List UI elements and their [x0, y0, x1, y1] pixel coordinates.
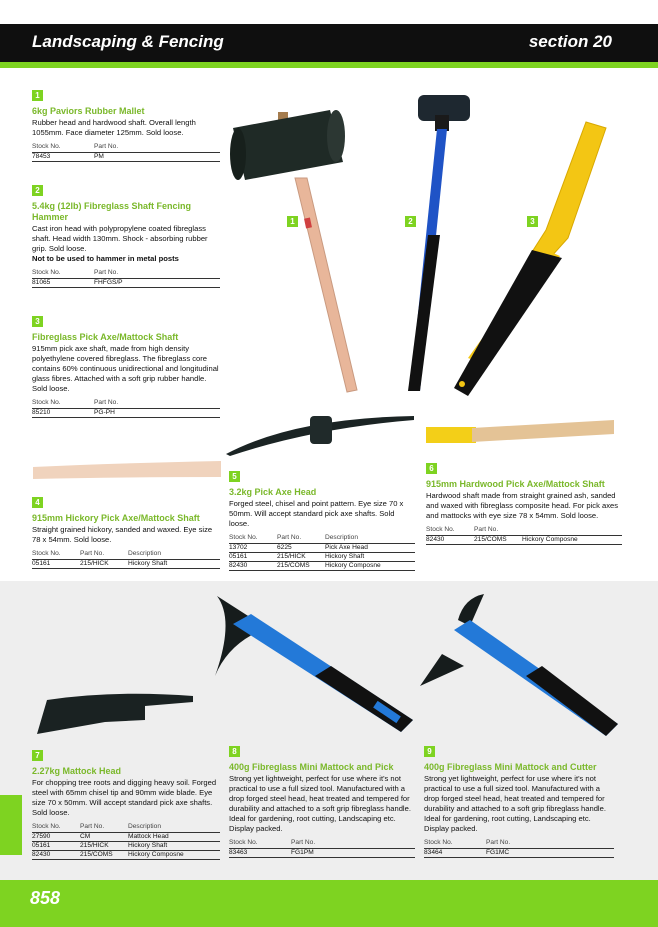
page-title: Landscaping & Fencing: [32, 32, 224, 51]
product-number: 2: [32, 185, 43, 196]
stock-header: Stock No.: [32, 550, 80, 560]
fibreglass-shaft-image: [450, 118, 620, 403]
product-5: [229, 466, 415, 571]
stock-no: 85210: [32, 409, 94, 418]
row-description: Pick Axe Head: [325, 544, 415, 553]
part-header: Part No.: [94, 143, 220, 153]
hickory-shaft-image: [33, 459, 223, 483]
row-description: Hickory Composne: [128, 851, 220, 860]
stock-no: 81065: [32, 279, 94, 288]
part-no: 215/HICK: [80, 560, 128, 569]
stock-no: 78453: [32, 153, 94, 162]
product-number: 8: [229, 746, 240, 757]
stock-no: 05161: [32, 842, 80, 851]
image-label-2: 2: [405, 216, 416, 227]
stock-no: 83463: [229, 849, 291, 858]
part-no: PG-PH: [94, 409, 220, 418]
product-description: For chopping tree roots and digging heavy soil. Forged steel with 65mm chisel tip and 90mm wide blade. Eye size 70 x 50mm. Will accept standard pick axe shafts. Sold loose.: [32, 778, 217, 817]
row-description: Hickory Shaft: [128, 560, 220, 569]
product-number: 1: [32, 90, 43, 101]
product-title: 915mm Hardwood Pick Axe/Mattock Shaft: [426, 479, 605, 489]
table-row: [229, 544, 415, 553]
table-row: [32, 833, 220, 842]
stock-no: 13702: [229, 544, 277, 553]
section-label: section 20: [528, 32, 612, 51]
stock-header: Stock No.: [229, 534, 277, 544]
row-description: Hickory Composne: [325, 562, 415, 571]
part-header: Part No.: [291, 839, 415, 849]
part-no: CM: [80, 833, 128, 842]
product-description: Strong yet lightweight, perfect for use where it's not practical to use a full sized tool. Manufactured with a drop forged steel head, heat treated and tempered for durability and attached to a soft grip fibreglass handle. Ideal for gardening, root cutting, Landscaping etc. Display packed.: [424, 774, 606, 833]
product-description: Hardwood shaft made from straight grained ash, sanded and waxed with fibreglass composite head. For pick axes and mattocks with eye size 78 x 54mm. Sold loose.: [426, 491, 619, 520]
image-label-3: 3: [527, 216, 538, 227]
side-tab: [0, 795, 22, 855]
page-header: [0, 24, 658, 62]
part-no: FG1PM: [291, 849, 415, 858]
table-row: [32, 409, 220, 418]
table-row: [229, 553, 415, 562]
part-header: Part No.: [277, 534, 325, 544]
mini-mattock-pick-image: [205, 590, 420, 740]
part-header: Part No.: [94, 269, 220, 279]
table-row: [32, 279, 220, 288]
hardwood-shaft-image: [426, 418, 616, 448]
product-2: [32, 180, 220, 288]
row-description: Mattock Head: [128, 833, 220, 842]
code-table: [32, 143, 220, 162]
stock-header: Stock No.: [32, 143, 94, 153]
product-number: 6: [426, 463, 437, 474]
part-no: FHFGS/P: [94, 279, 220, 288]
part-no: 6225: [277, 544, 325, 553]
product-note: Not to be used to hammer in metal posts: [32, 254, 179, 263]
product-9: [424, 741, 614, 858]
product-6: [426, 458, 622, 545]
desc-header: Description: [325, 534, 415, 544]
product-4: [32, 492, 220, 569]
part-no: 215/COMS: [277, 562, 325, 571]
stock-no: 05161: [32, 560, 80, 569]
product-title: 2.27kg Mattock Head: [32, 766, 122, 776]
row-description: Hickory Shaft: [128, 842, 220, 851]
stock-header: Stock No.: [229, 839, 291, 849]
part-header: Part No.: [94, 399, 220, 409]
part-no: 215/HICK: [277, 553, 325, 562]
product-7: [32, 745, 220, 860]
table-row: [32, 560, 220, 569]
product-description: Rubber head and hardwood shaft. Overall length 1055mm. Face diameter 125mm. Sold loose.: [32, 118, 196, 137]
stock-no: 05161: [229, 553, 277, 562]
product-number: 3: [32, 316, 43, 327]
table-row: [229, 849, 415, 858]
product-description: Forged steel, chisel and point pattern. Eye size 70 x 50mm. Will accept standard pick axe shafts. Sold loose.: [229, 499, 404, 528]
code-table: [32, 823, 220, 860]
stock-no: 83464: [424, 849, 486, 858]
stock-no: 82430: [229, 562, 277, 571]
part-header: Part No.: [80, 823, 128, 833]
product-title: 6kg Paviors Rubber Mallet: [32, 106, 145, 116]
page-footer: [0, 880, 658, 927]
product-title: 400g Fibreglass Mini Mattock and Pick: [229, 762, 394, 772]
table-row: [426, 536, 622, 545]
stock-header: Stock No.: [32, 823, 80, 833]
desc-header: Description: [128, 823, 220, 833]
accent-bar: [0, 62, 658, 68]
product-number: 5: [229, 471, 240, 482]
product-1: [32, 85, 220, 162]
stock-header: Stock No.: [32, 269, 94, 279]
product-title: 3.2kg Pick Axe Head: [229, 487, 317, 497]
stock-header: Stock No.: [426, 526, 474, 536]
code-table: [229, 839, 415, 858]
part-no: FG1MC: [486, 849, 614, 858]
part-no: 215/COMS: [474, 536, 522, 545]
part-header: Part No.: [486, 839, 614, 849]
part-no: PM: [94, 153, 220, 162]
stock-no: 27590: [32, 833, 80, 842]
product-description: Cast iron head with polypropylene coated fibreglass shaft. Head width 130mm. Shock - absorbing rubber grip. Sold loose.: [32, 224, 208, 253]
table-row: [229, 562, 415, 571]
code-table: [426, 526, 622, 545]
mini-mattock-cutter-image: [418, 590, 623, 740]
code-table: [32, 399, 220, 418]
part-header: Part No.: [474, 526, 522, 536]
image-label-1: 1: [287, 216, 298, 227]
stock-header: Stock No.: [32, 399, 94, 409]
code-table: [32, 550, 220, 569]
product-number: 4: [32, 497, 43, 508]
part-no: 215/COMS: [80, 851, 128, 860]
code-table: [424, 839, 614, 858]
row-description: Hickory Composne: [522, 536, 622, 545]
stock-no: 82430: [426, 536, 474, 545]
table-row: [32, 842, 220, 851]
part-no: 215/HICK: [80, 842, 128, 851]
product-description: 915mm pick axe shaft, made from high density polyethylene covered fibreglass. The fibreglass core contains 60% continuous unidirectional and longitudinal glass fibres. Attached with a soft grip rubber handle. Sold loose.: [32, 344, 219, 393]
code-table: [32, 269, 220, 288]
stock-header: Stock No.: [424, 839, 486, 849]
product-number: 9: [424, 746, 435, 757]
table-row: [32, 851, 220, 860]
rubber-mallet-image: [225, 100, 375, 400]
product-description: Straight grained hickory, sanded and waxed. Eye size 78 x 54mm. Sold loose.: [32, 525, 213, 544]
product-title: 400g Fibreglass Mini Mattock and Cutter: [424, 762, 597, 772]
page-number: 858: [30, 888, 61, 908]
table-row: [32, 153, 220, 162]
table-row: [424, 849, 614, 858]
product-title: 5.4kg (12lb) Fibreglass Shaft Fencing Hammer: [32, 201, 192, 222]
product-title: 915mm Hickory Pick Axe/Mattock Shaft: [32, 513, 200, 523]
pick-axe-head-image: [224, 408, 424, 458]
product-3: [32, 311, 220, 418]
product-description: Strong yet lightweight, perfect for use where it's not practical to use a full sized tool. Manufactured with a drop forged steel head, heat treated and tempered for durability and attached to a soft grip fibreglass handle. Ideal for gardening, root cutting, Landscaping etc. Display packed.: [229, 774, 411, 833]
part-header: Part No.: [80, 550, 128, 560]
mattock-head-image: [35, 690, 195, 740]
desc-header: Description: [128, 550, 220, 560]
code-table: [229, 534, 415, 571]
row-description: Hickory Shaft: [325, 553, 415, 562]
product-8: [229, 741, 415, 858]
product-title: Fibreglass Pick Axe/Mattock Shaft: [32, 332, 179, 342]
stock-no: 82430: [32, 851, 80, 860]
product-number: 7: [32, 750, 43, 761]
